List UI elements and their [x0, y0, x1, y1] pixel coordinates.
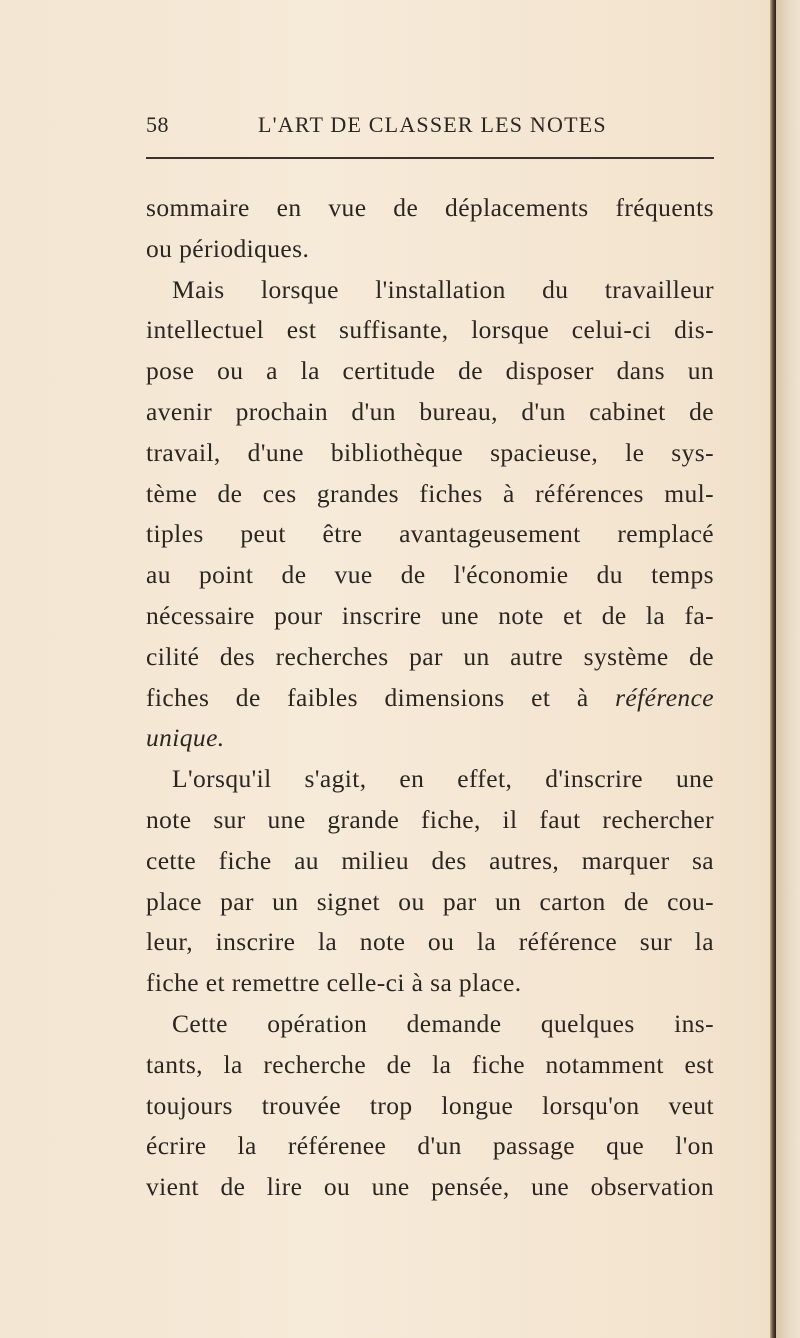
page-edge	[776, 0, 800, 1338]
text-line: note sur une grande fiche, il faut rechercher	[146, 804, 714, 834]
text-line: cette fiche au milieu des autres, marquer sa	[146, 845, 714, 875]
text-line: ou périodiques.	[146, 233, 310, 263]
text-line: nécessaire pour inscrire une note et de la fa-	[146, 600, 714, 630]
body-text	[146, 188, 714, 1208]
binding-shadow	[770, 0, 776, 1338]
text-line: fiche et remettre celle-ci à sa place.	[146, 968, 522, 998]
text-line: au point de vue de l'économie du temps	[146, 560, 714, 590]
text-line: toujours trouvée trop longue lorsqu'on veut	[146, 1090, 714, 1120]
header-rule	[146, 157, 714, 159]
text-line: place par un signet ou par un carton de cou-	[146, 886, 714, 916]
page-number: 58	[146, 112, 169, 137]
text-line: L'orsqu'il s'agit, en effet, d'inscrire une	[172, 764, 714, 794]
text-line: sommaire en vue de déplacements fréquents	[146, 193, 714, 222]
text-line: intellectuel est suffisante, lorsque celui-ci dis-	[146, 315, 714, 345]
text-segment: fiches de faibles dimensions et à	[146, 682, 589, 712]
text-line: tants, la recherche de la fiche notamment est	[146, 1049, 714, 1079]
text-line: vient de lire ou une pensée, une observation	[146, 1172, 714, 1202]
text-line: Cette opération demande quelques ins-	[172, 1008, 714, 1038]
text-line: tème de ces grandes fiches à références mul-	[146, 478, 714, 508]
text-line: Mais lorsque l'installation du travailleur	[172, 274, 714, 304]
text-line: pose ou a la certitude de disposer dans un	[146, 356, 714, 386]
text-line: avenir prochain d'un bureau, d'un cabinet de	[146, 396, 714, 426]
italic-term: référence	[615, 682, 715, 712]
text-line: cilité des recherches par un autre système de	[146, 641, 714, 671]
text-line: tiples peut être avantageusement remplacé	[146, 519, 714, 549]
text-line: leur, inscrire la note ou la référence sur la	[146, 927, 714, 957]
text-line: unique.	[146, 723, 225, 753]
text-line: écrire la référenee d'un passage que l'on	[146, 1131, 714, 1161]
page-header	[146, 112, 714, 142]
running-title: L'ART DE CLASSER LES NOTES	[258, 112, 607, 137]
text-line: travail, d'une bibliothèque spacieuse, le sys-	[146, 437, 714, 467]
text-line	[146, 678, 714, 719]
